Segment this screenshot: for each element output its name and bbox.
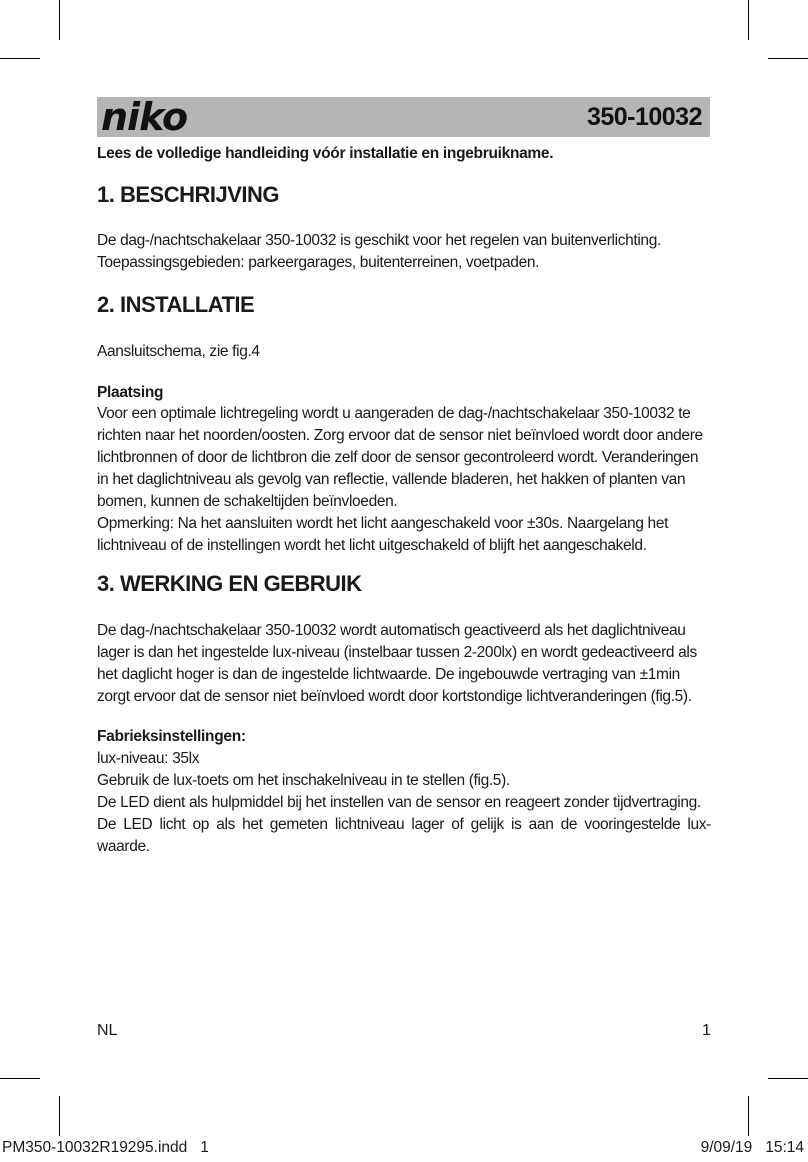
text-line: De LED dient als hulpmiddel bij het instellen van de sensor en reageert zonder tijdvertraging.	[97, 794, 701, 811]
crop-mark	[0, 58, 40, 59]
crop-mark	[768, 58, 808, 59]
header-bar	[97, 97, 710, 137]
section-2-body	[97, 403, 711, 557]
crop-mark	[748, 1096, 749, 1136]
text-line: Voor een optimale lichtregeling wordt u aangeraden de dag-/nachtschakelaar 350-10032 te	[97, 405, 691, 422]
text-line: lager is dan het ingestelde lux-niveau (instelbaar tussen 2-200lx) en wordt gedeactiveerd als	[97, 644, 697, 661]
section-1-heading: 1. BESCHRIJVING	[97, 182, 279, 207]
text-line: richten naar het noorden/oosten. Zorg ervoor dat de sensor niet beïnvloed wordt door andere	[97, 427, 703, 444]
text-line: zorgt ervoor dat de sensor niet beïnvloed wordt door kortstondige lichtveranderingen (fig.5).	[97, 688, 692, 705]
section-1-body	[97, 230, 711, 274]
intro-text: Lees de volledige handleiding vóór installatie en ingebruikname.	[97, 145, 554, 162]
text-line: Toepassingsgebieden: parkeergarages, buitenterreinen, voetpaden.	[97, 254, 540, 271]
niko-logo: niko	[101, 95, 188, 139]
section-2-heading: 2. INSTALLATIE	[97, 292, 255, 317]
crop-mark	[0, 1078, 40, 1079]
text-line: Gebruik de lux-toets om het inschakelniveau in te stellen (fig.5).	[97, 772, 510, 789]
language-label: NL	[97, 1022, 118, 1039]
text-line: De dag-/nachtschakelaar 350-10032 is geschikt voor het regelen van buitenverlichting.	[97, 232, 661, 249]
text-line: in het daglichtniveau als gevolg van reflectie, vallende bladeren, het hakken of planten van	[97, 471, 686, 488]
section-3-heading: 3. WERKING EN GEBRUIK	[97, 571, 362, 596]
section-2-intro: Aansluitschema, zie fig.4	[97, 343, 260, 360]
text-line: lichtbronnen of door de lichtbron die zelf door de sensor gecontroleerd wordt. Veranderingen	[97, 449, 699, 466]
text-line: bomen, kunnen de schakeltijden beïnvloeden.	[97, 493, 398, 510]
section-3-subheading: Fabrieksinstellingen:	[97, 728, 246, 745]
crop-mark	[748, 0, 749, 40]
product-code: 350-10032	[586, 103, 702, 131]
crop-mark	[59, 0, 60, 40]
text-line: lux-niveau: 35lx	[97, 750, 200, 767]
section-3-body	[97, 620, 711, 708]
slug-filename: PM350-10032R19295.indd 1	[2, 1139, 209, 1156]
text-line: het daglicht hoger is dan de ingestelde lichtwaarde. De ingebouwde vertraging van ±1min	[97, 666, 680, 683]
text-line: De dag-/nachtschakelaar 350-10032 wordt automatisch geactiveerd als het daglichtniveau	[97, 622, 686, 639]
text-line: lichtniveau of de instellingen wordt het licht uitgeschakeld of blijft het aangeschakeld.	[97, 537, 647, 554]
section-2-subheading: Plaatsing	[97, 384, 164, 401]
crop-mark	[768, 1078, 808, 1079]
text-line: De LED licht op als het gemeten lichtniveau lager of gelijk is aan de vooringestelde lux-waarde.	[97, 816, 711, 855]
factory-settings	[97, 748, 711, 858]
text-line: Opmerking: Na het aansluiten wordt het licht aangeschakeld voor ±30s. Naargelang het	[97, 515, 669, 532]
page-number: 1	[702, 1022, 711, 1039]
crop-mark	[59, 1096, 60, 1136]
slug-datetime: 9/09/19 15:14	[700, 1139, 804, 1156]
